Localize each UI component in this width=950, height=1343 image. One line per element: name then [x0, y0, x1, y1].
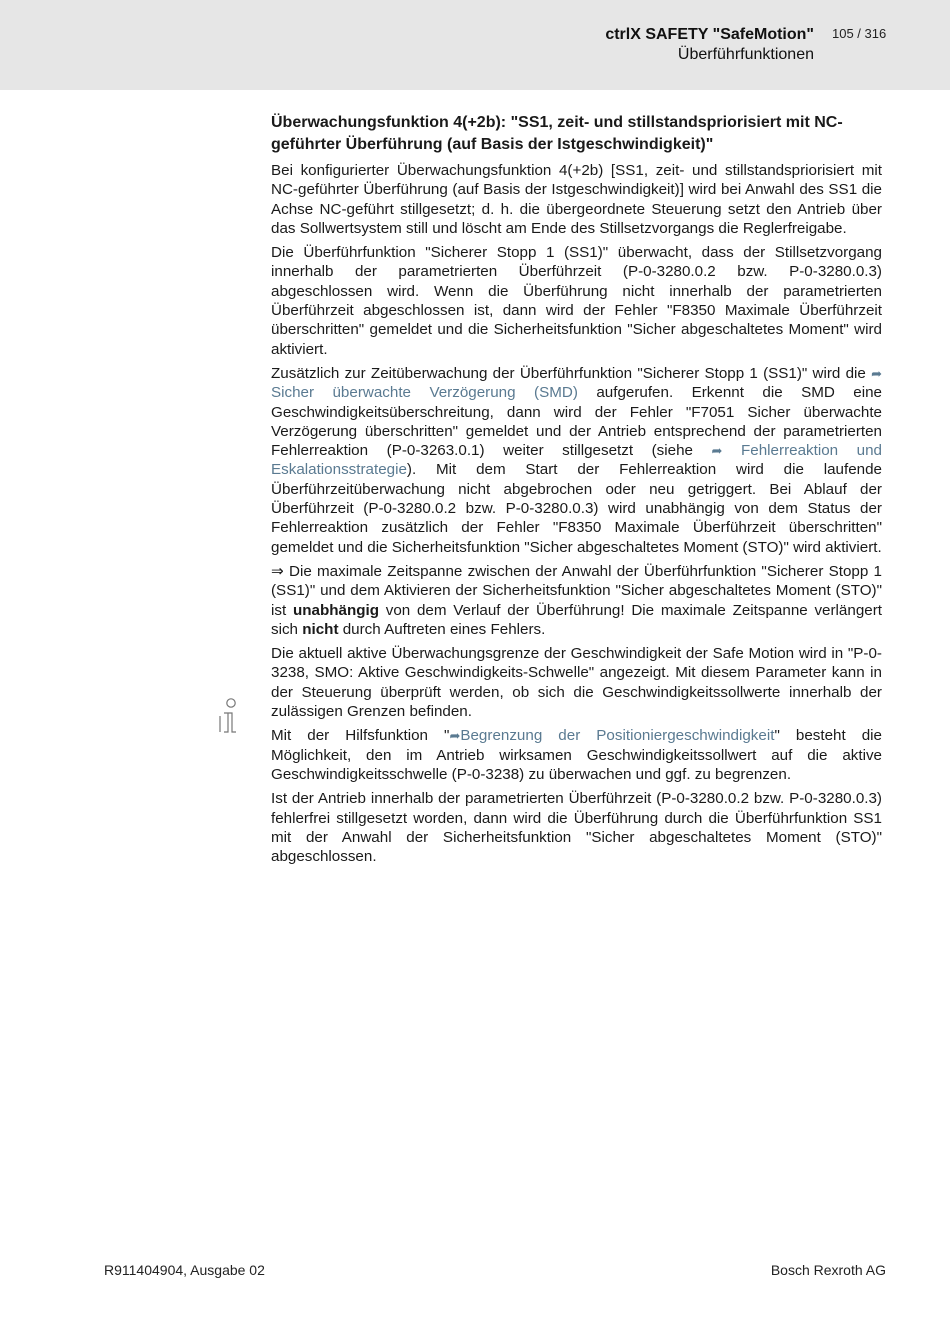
link-positioniergeschwindigkeit[interactable]: [449, 727, 774, 744]
paragraph-4-text-a: Die maximale Zeitspanne zwischen der Anwahl der Überführfunktion "Sicherer Stopp 1 (SS1)" und dem Aktivieren der Sicherheitsfunktion "Sicher abgeschaltetes Moment (STO)" ist: [271, 562, 882, 619]
link-positioniergeschwindigkeit-label: Begrenzung der Positioniergeschwindigkeit: [460, 727, 775, 745]
info-icon: [218, 698, 242, 736]
link-arrow-icon: ➦: [871, 365, 882, 381]
link-arrow-icon: ➦: [449, 728, 461, 744]
link-fehlerreaktion-label: Fehlerreaktion und Eskalationsstrategie: [271, 442, 882, 479]
paragraph-4-text-c: durch Auftreten eines Fehlers.: [338, 620, 546, 638]
emphasis-nicht: nicht: [302, 620, 339, 638]
paragraph-3-text-b: aufgerufen. Erkennt die SMD eine Geschwindigkeitsüberschreitung, dann wird der Fehler "F7051 Sicher überwachte Verzögerung überschritten" gemeldet und der Antrieb entsprechend der parametrierten Fehlerreaktion (P-0-3263.0.1) weiter stillgesetzt (siehe: [271, 384, 883, 460]
footer-document-id: R911404904, Ausgabe 02: [104, 1262, 265, 1278]
header-title-line2: Überführfunktionen: [677, 46, 814, 63]
main-content: [271, 112, 882, 871]
footer-company: Bosch Rexroth AG: [770, 1262, 886, 1278]
page-header: [0, 0, 950, 90]
section-heading: Überwachungsfunktion 4(+2b): "SS1, zeit- und stillstandspriorisiert mit NC-geführter Überführung (auf Basis der Istgeschwindigkeit)": [271, 114, 843, 153]
header-title: [605, 25, 814, 65]
paragraph-3-text-a: Zusätzlich zur Zeitüberwachung der Überführfunktion "Sicherer Stopp 1 (SS1)" wird die: [271, 364, 872, 382]
paragraph-2: Die Überführfunktion "Sicherer Stopp 1 (SS1)" überwacht, dass der Stillsetzvorgang innerhalb der parametrierten Überführzeit (P-0-3280.0.2 bzw. P-0-3280.0.3) abgeschlossen wird. Wenn die Überführung nicht innerhalb der parametrierten Überführzeit abgeschlossen ist, dann wird der Fehler "F8350 Maximale Überführzeit überschritten" gemeldet und die Sicherheitsfunktion "Sicher abgeschaltetes Moment" wird aktiviert.: [271, 244, 882, 358]
paragraph-3: [271, 364, 882, 557]
paragraph-6-text-b: " besteht die Möglichkeit, den im Antrieb wirksamen Geschwindigkeitssollwert auf die aktive Geschwindigkeitsschwelle (P-0-3238) zu überwachen und ggf. zu begrenzen.: [271, 727, 883, 783]
link-arrow-icon: ➦: [711, 443, 723, 459]
emphasis-unabhaengig: unabhängig: [292, 601, 379, 619]
paragraph-1: Bei konfigurierter Überwachungsfunktion 4(+2b) [SS1, zeit- und stillstandspriorisiert mit NC-geführter Überführung (auf Basis der Istgeschwindigkeit)] wird bei Anwahl des SS1 die Achse NC-geführt stillgesetzt; d. h. die übergeordnete Steuerung setzt den Antrieb über das Sollwertsystem still und löscht am Ende des Stillsetzvorgangs die Reglerfreigabe.: [271, 162, 882, 237]
paragraph-5-note: Die aktuell aktive Überwachungsgrenze der Geschwindigkeit der Safe Motion wird in "P-0-3238, SMO: Aktive Geschwindigkeits-Schwelle" angezeigt. Mit diesem Parameter kann in der Steuerung überprüft werden, ob sich die Geschwindigkeitssollwerte innerhalb der zulässigen Grenzen befinden.: [271, 645, 882, 721]
result-arrow-icon: ⇒: [271, 562, 284, 580]
link-smd-label: Sicher überwachte Verzögerung (SMD): [271, 384, 578, 402]
paragraph-7: Ist der Antrieb innerhalb der parametrierten Überführzeit (P-0-3280.0.2 bzw. P-0-3280.0.3) fehlerfrei stillgesetzt worden, dann wird die Überführung durch die Überführfunktion SS1 mit der Anwahl der Sicherheitsfunktion "Sicher abgeschaltetes Moment (STO)" abgeschlossen.: [271, 790, 882, 866]
header-title-line1: ctrlX SAFETY "SafeMotion": [605, 26, 814, 43]
paragraph-6: [271, 726, 882, 784]
paragraph-4: [271, 562, 882, 639]
paragraph-4-text-b: von dem Verlauf der Überführung! Die maximale Zeitspanne verlängert sich: [271, 601, 882, 638]
paragraph-3-text-c: ). Mit dem Start der Fehlerreaktion wird die laufende Überführzeitüberwachung nicht abgebrochen oder neu getriggert. Bei Ablauf der Überführzeit (P-0-3280.0.2 bzw. P-0-3280.0.3) wird unabhängig von dem Status der Fehlerreaktion zusätzlich der Fehler "F8350 Maximale Überführzeit überschritten" gemeldet und die Sicherheitsfunktion "Sicher abgeschaltetes Moment (STO)" wird aktiviert.: [271, 461, 882, 556]
page-number: 105 / 316: [832, 26, 887, 41]
paragraph-6-text-a: Mit der Hilfsfunktion ": [271, 727, 450, 745]
